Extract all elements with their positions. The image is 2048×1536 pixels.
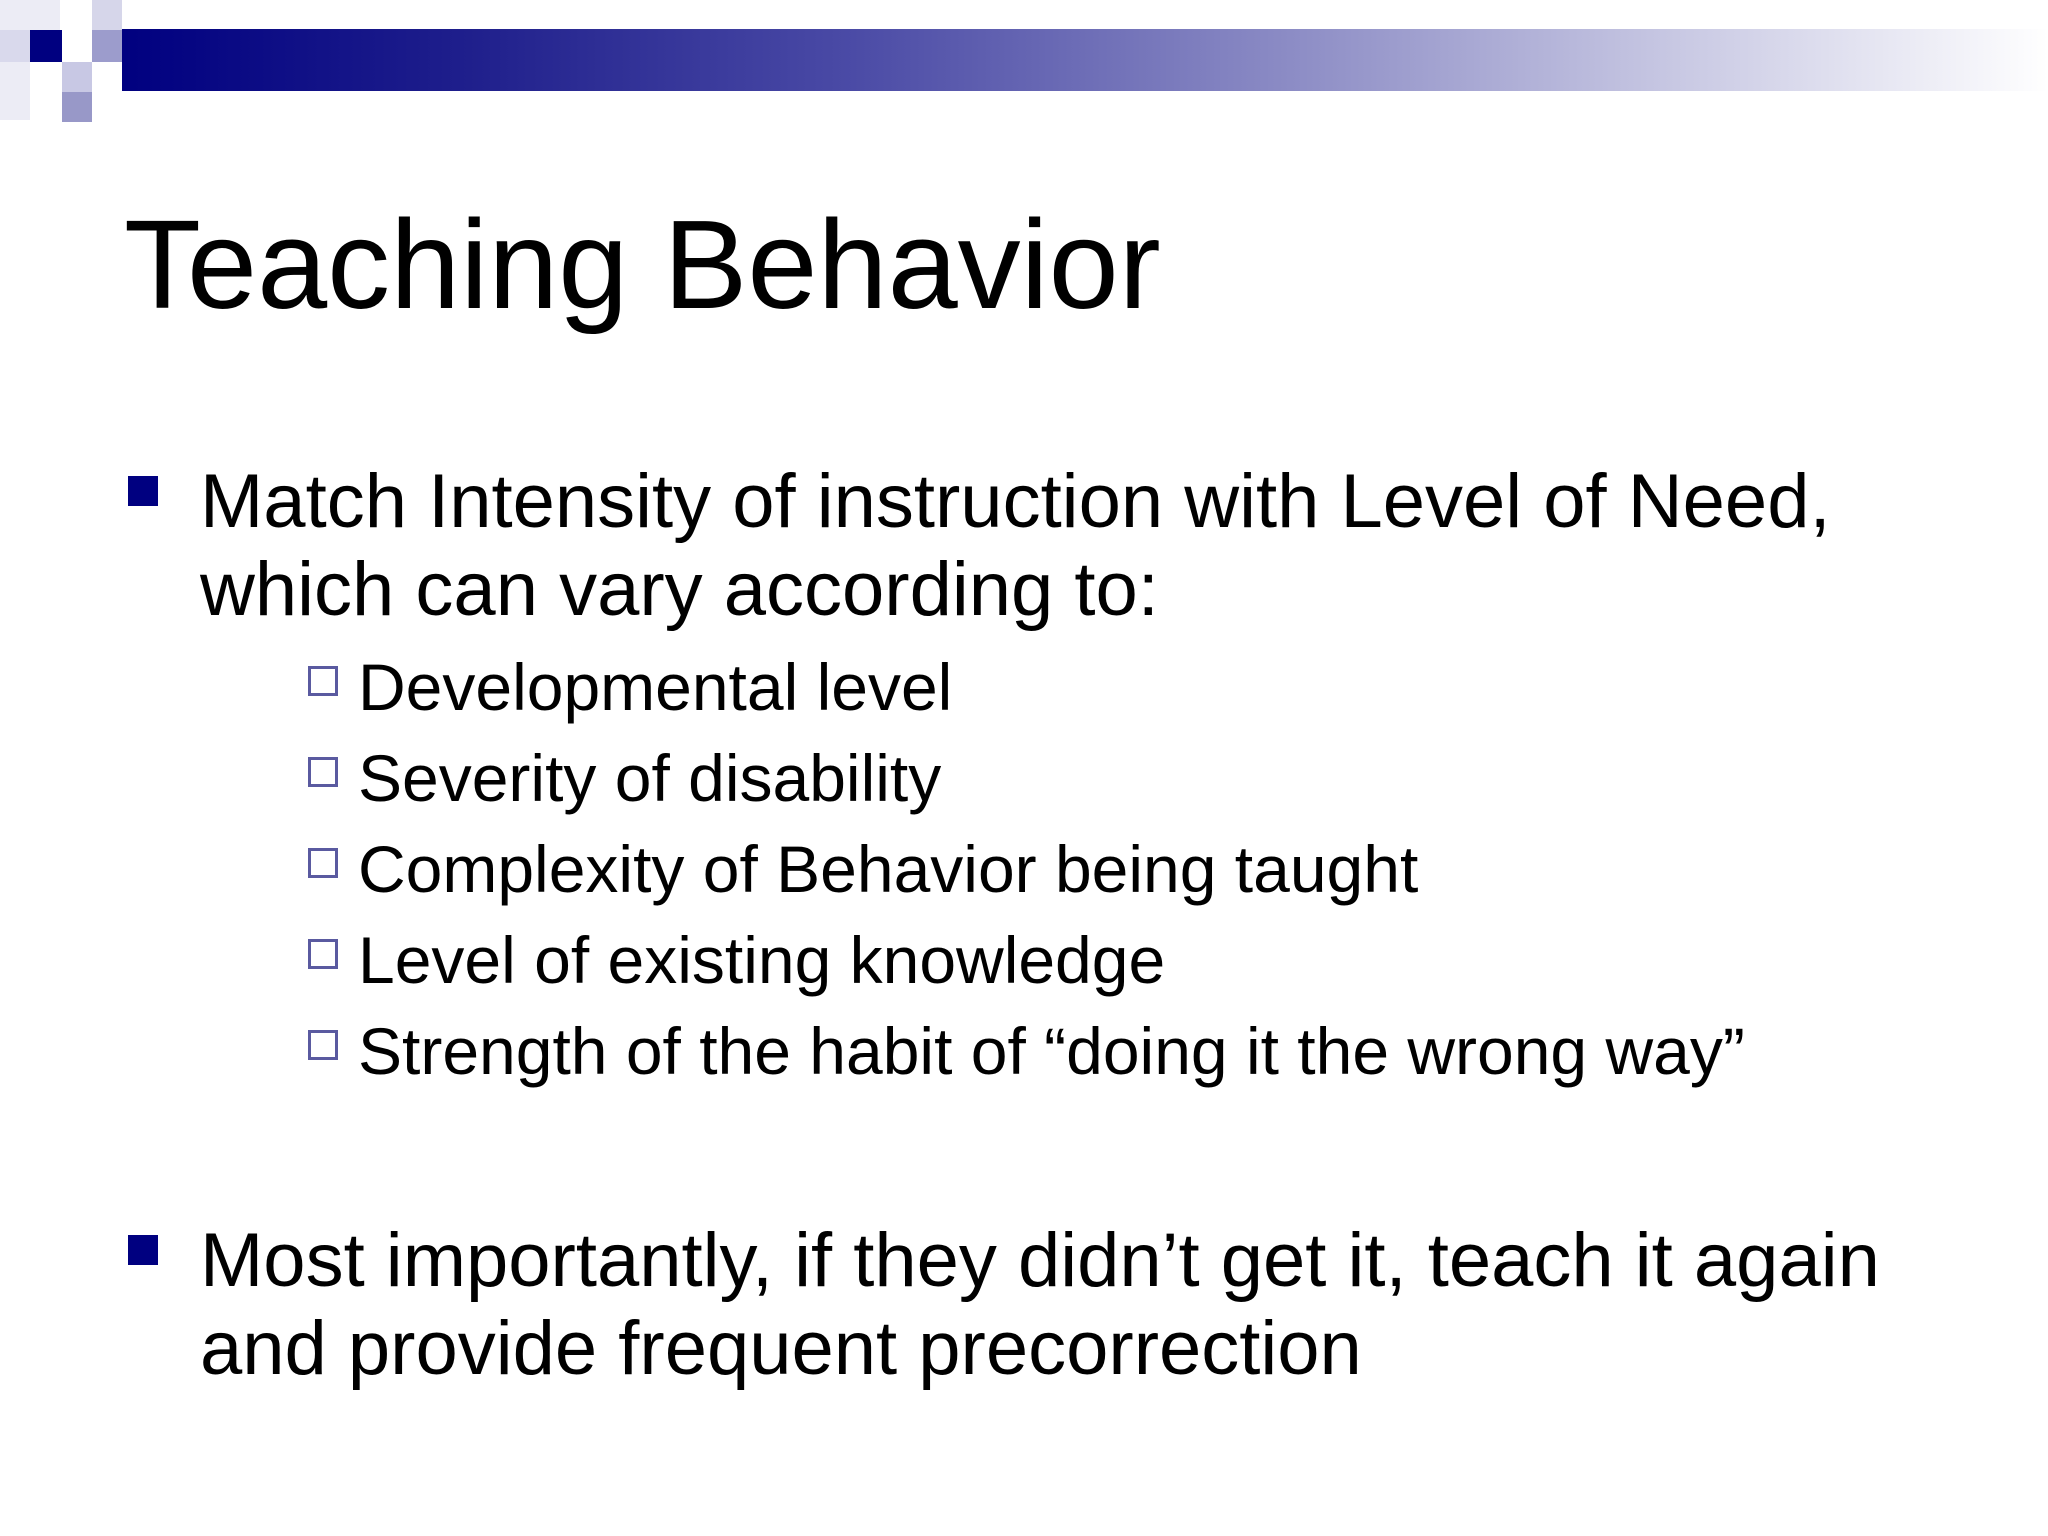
sub-bullet-item bbox=[200, 642, 2004, 733]
hollow-square-bullet-icon bbox=[308, 666, 338, 696]
square-bullet-icon bbox=[128, 476, 158, 506]
header-gradient-bar bbox=[122, 29, 2048, 91]
sub-bullet-item bbox=[200, 733, 2004, 824]
sub-bullet-text: Developmental level bbox=[358, 650, 953, 724]
decor-square bbox=[0, 62, 30, 120]
decor-square bbox=[0, 0, 60, 30]
hollow-square-bullet-icon bbox=[308, 848, 338, 878]
hollow-square-bullet-icon bbox=[308, 939, 338, 969]
hollow-square-bullet-icon bbox=[308, 757, 338, 787]
sub-bullet-text: Strength of the habit of “doing it the wrong way” bbox=[358, 1014, 1745, 1088]
bullet-list bbox=[124, 458, 2004, 1393]
sub-bullet-list bbox=[200, 642, 2004, 1097]
slide-title: Teaching Behavior bbox=[124, 194, 1161, 335]
bullet-item bbox=[124, 458, 2004, 1097]
bullet-text: Match Intensity of instruction with Level of Need, which can vary according to: bbox=[200, 459, 1831, 632]
bullet-text: Most importantly, if they didn’t get it, teach it again and provide frequent precorrection bbox=[200, 1218, 1880, 1391]
decor-square bbox=[62, 62, 92, 92]
sub-bullet-text: Severity of disability bbox=[358, 741, 942, 815]
decor-square bbox=[62, 92, 92, 122]
decor-square bbox=[30, 30, 62, 62]
decor-square bbox=[92, 0, 122, 30]
bullet-item bbox=[124, 1217, 2004, 1393]
decor-square bbox=[92, 30, 122, 62]
square-bullet-icon bbox=[128, 1235, 158, 1265]
sub-bullet-item bbox=[200, 915, 2004, 1006]
sub-bullet-item bbox=[200, 1006, 2004, 1097]
decor-square bbox=[0, 30, 30, 62]
hollow-square-bullet-icon bbox=[308, 1030, 338, 1060]
sub-bullet-item bbox=[200, 824, 2004, 915]
sub-bullet-text: Complexity of Behavior being taught bbox=[358, 832, 1419, 906]
sub-bullet-text: Level of existing knowledge bbox=[358, 923, 1166, 997]
